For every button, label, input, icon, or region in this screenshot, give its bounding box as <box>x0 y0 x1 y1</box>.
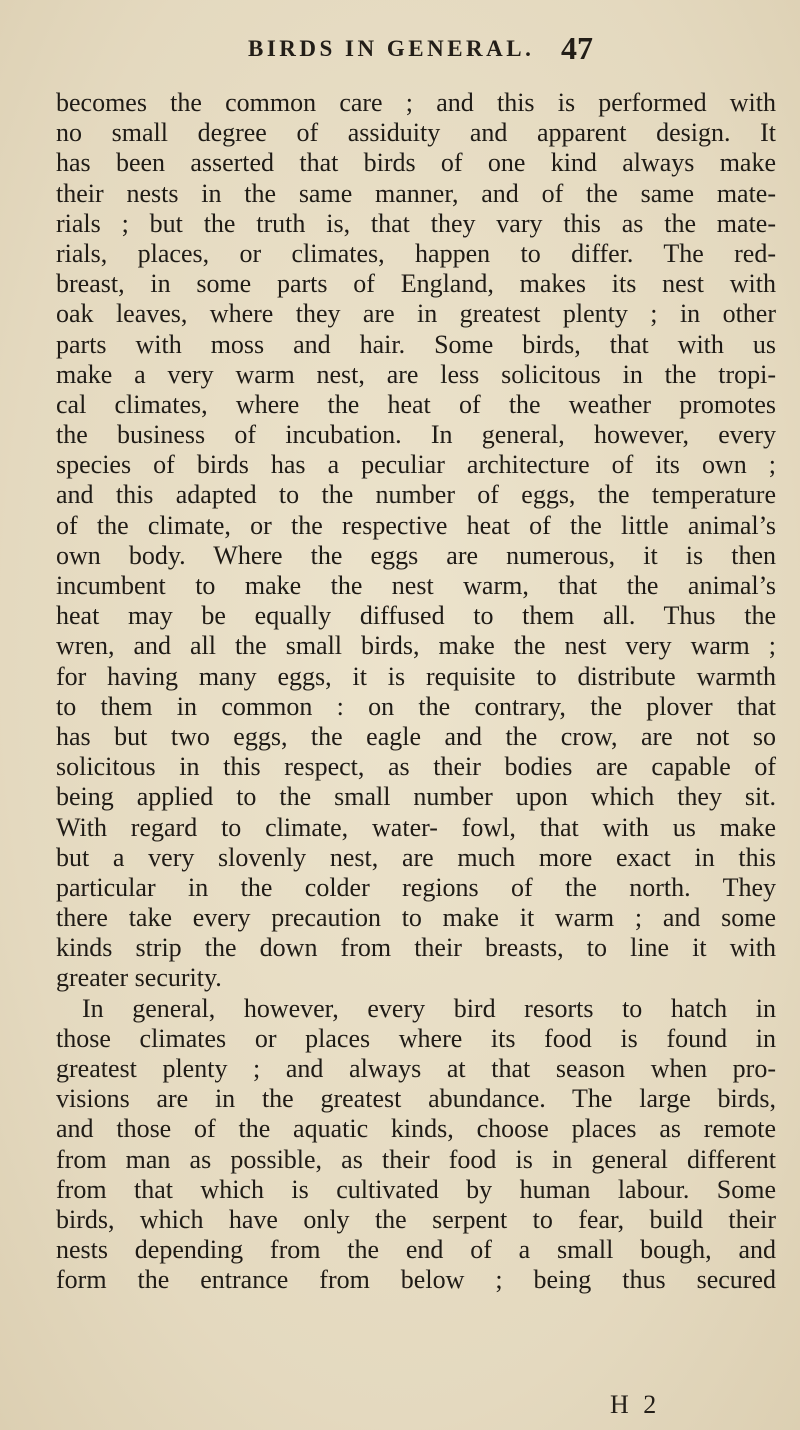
text-line: no small degree of assiduity and apparent design. It <box>56 118 776 148</box>
text-line: cal climates, where the heat of the weather promotes <box>56 389 776 419</box>
text-line: the business of incubation. In general, however, every <box>56 420 776 450</box>
text-line: those climates or places where its food is found in <box>56 1023 776 1053</box>
text-line: wren, and all the small birds, make the nest very warm ; <box>56 631 776 661</box>
body-text <box>56 88 776 1296</box>
text-line: their nests in the same manner, and of the same mate- <box>56 178 776 208</box>
running-title: BIRDS IN GENERAL. <box>248 36 535 61</box>
text-line: make a very warm nest, are less solicitous in the tropi- <box>56 359 776 389</box>
text-line: greater security. <box>56 963 222 993</box>
running-head <box>0 32 800 72</box>
text-line: parts with moss and hair. Some birds, that with us <box>56 329 776 359</box>
text-line: has been asserted that birds of one kind always make <box>56 148 776 178</box>
text-line: for having many eggs, it is requisite to distribute warmth <box>56 661 776 691</box>
text-line: has but two eggs, the eagle and the crow, are not so <box>56 721 776 751</box>
text-line: birds, which have only the serpent to fear, build their <box>56 1204 776 1234</box>
text-line: but a very slovenly nest, are much more exact in this <box>56 842 776 872</box>
text-line: solicitous in this respect, as their bodies are capable of <box>56 752 776 782</box>
text-line: In general, however, every bird resorts to hatch in <box>82 993 776 1023</box>
text-line: breast, in some parts of England, makes its nest with <box>56 269 776 299</box>
text-line: own body. Where the eggs are numerous, it is then <box>56 540 776 570</box>
page-number: 47 <box>561 30 593 66</box>
text-line: and this adapted to the number of eggs, the temperature <box>56 480 776 510</box>
text-line: With regard to climate, water- fowl, that with us make <box>56 812 776 842</box>
text-line: to them in common : on the contrary, the plover that <box>56 691 776 721</box>
text-line: and those of the aquatic kinds, choose places as remote <box>56 1114 776 1144</box>
text-line: becomes the common care ; and this is performed with <box>56 88 776 117</box>
text-line: nests depending from the end of a small bough, and <box>56 1235 776 1265</box>
text-line: greatest plenty ; and always at that season when pro- <box>56 1054 776 1083</box>
text-line: rials, places, or climates, happen to differ. The red- <box>56 238 776 268</box>
text-line: particular in the colder regions of the north. They <box>56 872 776 902</box>
text-line: kinds strip the down from their breasts, to line it with <box>56 933 776 963</box>
text-line: from man as possible, as their food is in general different <box>56 1144 776 1174</box>
text-line: rials ; but the truth is, that they vary this as the mate- <box>56 208 776 238</box>
text-line: incumbent to make the nest warm, that the animal’s <box>56 571 776 600</box>
text-line: visions are in the greatest abundance. The large birds, <box>56 1084 776 1114</box>
text-line: heat may be equally diffused to them all. Thus the <box>56 601 776 631</box>
text-line: from that which is cultivated by human labour. Some <box>56 1174 776 1204</box>
text-line: being applied to the small number upon which they sit. <box>56 782 776 812</box>
text-line: form the entrance from below ; being thus secured <box>56 1265 776 1295</box>
text-line: species of birds has a peculiar architecture of its own ; <box>56 450 776 480</box>
signature-mark: H 2 <box>610 1390 661 1419</box>
text-line: there take every precaution to make it warm ; and some <box>56 903 776 933</box>
text-line: of the climate, or the respective heat of the little animal’s <box>56 510 776 540</box>
text-line: oak leaves, where they are in greatest plenty ; in other <box>56 299 776 329</box>
